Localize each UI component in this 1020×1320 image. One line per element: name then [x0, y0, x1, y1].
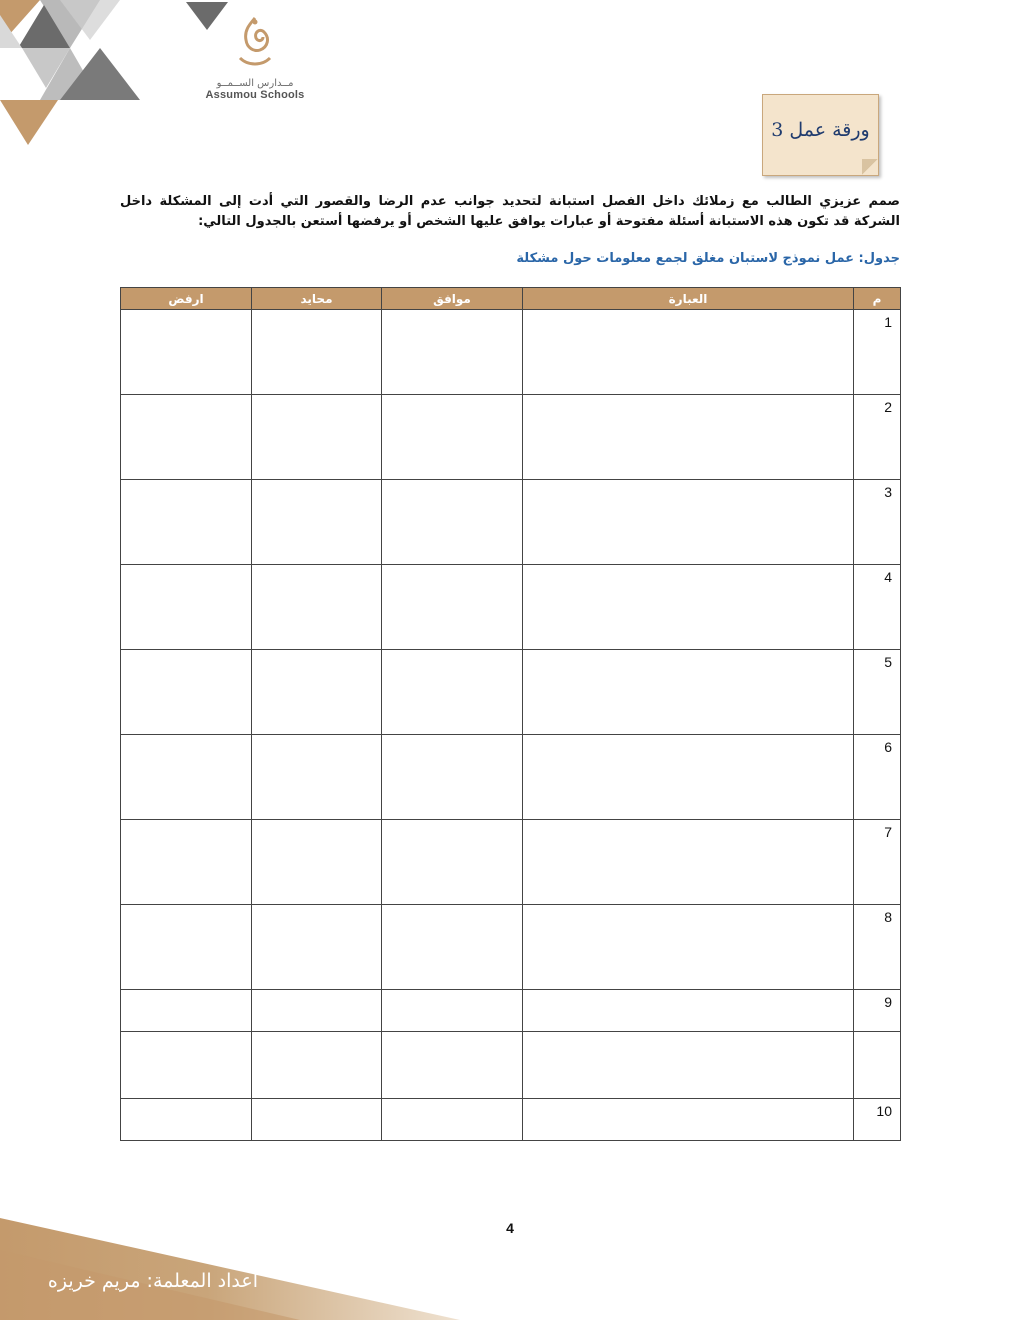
agree-cell[interactable]	[382, 1032, 523, 1099]
agree-cell[interactable]	[382, 395, 523, 480]
agree-cell[interactable]	[382, 480, 523, 565]
row-number: 3	[854, 480, 901, 565]
statement-cell[interactable]	[523, 565, 854, 650]
agree-cell[interactable]	[382, 990, 523, 1032]
statement-cell[interactable]	[523, 990, 854, 1032]
prepared-by-label: أعداد المعلمة: مريم خريزه	[47, 1270, 258, 1292]
agree-cell[interactable]	[382, 905, 523, 990]
reject-cell[interactable]	[121, 990, 252, 1032]
table-row	[121, 480, 901, 565]
table-row	[121, 565, 901, 650]
row-number: 10	[854, 1099, 901, 1141]
row-number: 4	[854, 565, 901, 650]
neutral-cell[interactable]	[252, 905, 382, 990]
statement-cell[interactable]	[523, 650, 854, 735]
agree-cell[interactable]	[382, 820, 523, 905]
agree-cell[interactable]	[382, 650, 523, 735]
agree-cell[interactable]	[382, 565, 523, 650]
neutral-cell[interactable]	[252, 650, 382, 735]
neutral-cell[interactable]	[252, 735, 382, 820]
table-row	[121, 310, 901, 395]
neutral-cell[interactable]	[252, 395, 382, 480]
school-name-ar: مــدارس الســمــو	[216, 78, 294, 89]
row-number: 6	[854, 735, 901, 820]
neutral-cell[interactable]	[252, 1032, 382, 1099]
table-row	[121, 1032, 901, 1099]
table-row	[121, 395, 901, 480]
table-row	[121, 735, 901, 820]
column-header-number: م	[854, 288, 901, 310]
reject-cell[interactable]	[121, 650, 252, 735]
reject-cell[interactable]	[121, 480, 252, 565]
footer-decoration	[0, 1210, 1020, 1320]
column-header-reject: ارفض	[121, 288, 252, 310]
row-number: 2	[854, 395, 901, 480]
agree-cell[interactable]	[382, 310, 523, 395]
survey-table	[120, 287, 901, 1141]
reject-cell[interactable]	[121, 1032, 252, 1099]
neutral-cell[interactable]	[252, 1099, 382, 1141]
neutral-cell[interactable]	[252, 990, 382, 1032]
reject-cell[interactable]	[121, 395, 252, 480]
table-row	[121, 905, 901, 990]
table-row	[121, 650, 901, 735]
column-header-agree: موافق	[382, 288, 523, 310]
row-number: 9	[854, 990, 901, 1032]
neutral-cell[interactable]	[252, 565, 382, 650]
school-name-en: Assumou Schools	[205, 89, 305, 101]
table-row	[121, 990, 901, 1032]
statement-cell[interactable]	[523, 735, 854, 820]
statement-cell[interactable]	[523, 820, 854, 905]
worksheet-title-card	[762, 94, 879, 176]
statement-cell[interactable]	[523, 395, 854, 480]
agree-cell[interactable]	[382, 735, 523, 820]
page-number: 4	[506, 1220, 514, 1236]
page-curl-icon	[862, 159, 878, 175]
row-number: 5	[854, 650, 901, 735]
row-number: 7	[854, 820, 901, 905]
row-number: 8	[854, 905, 901, 990]
reject-cell[interactable]	[121, 820, 252, 905]
school-logo	[200, 14, 310, 101]
neutral-cell[interactable]	[252, 480, 382, 565]
instructions-text: صمم عزيزي الطالب مع زملائك داخل الفصل استبانة لتحديد جوانب عدم الرضا والقصور التي أدت إلى المشكلة داخل الشركة قد تكون هذه الاستبانة أسئلة مفتوحة أو عبارات يوافق عليها الشخص أو يرفضها أستعن بالجدول التالي:	[120, 194, 900, 229]
reject-cell[interactable]	[121, 310, 252, 395]
table-row	[121, 820, 901, 905]
table-caption: جدول: عمل نموذج لاستبان مغلق لجمع معلومات حول مشكلة	[516, 251, 900, 266]
neutral-cell[interactable]	[252, 820, 382, 905]
statement-cell[interactable]	[523, 905, 854, 990]
table-row	[121, 1099, 901, 1141]
column-header-statement: العبارة	[523, 288, 854, 310]
statement-cell[interactable]	[523, 1032, 854, 1099]
reject-cell[interactable]	[121, 905, 252, 990]
column-header-neutral: محايد	[252, 288, 382, 310]
statement-cell[interactable]	[523, 480, 854, 565]
neutral-cell[interactable]	[252, 310, 382, 395]
logo-emblem-icon	[230, 14, 280, 72]
reject-cell[interactable]	[121, 565, 252, 650]
table-header-row	[121, 288, 901, 310]
row-number	[854, 1032, 901, 1099]
statement-cell[interactable]	[523, 1099, 854, 1141]
row-number: 1	[854, 310, 901, 395]
statement-cell[interactable]	[523, 310, 854, 395]
reject-cell[interactable]	[121, 1099, 252, 1141]
worksheet-title: ورقة عمل 3	[771, 119, 870, 141]
agree-cell[interactable]	[382, 1099, 523, 1141]
reject-cell[interactable]	[121, 735, 252, 820]
